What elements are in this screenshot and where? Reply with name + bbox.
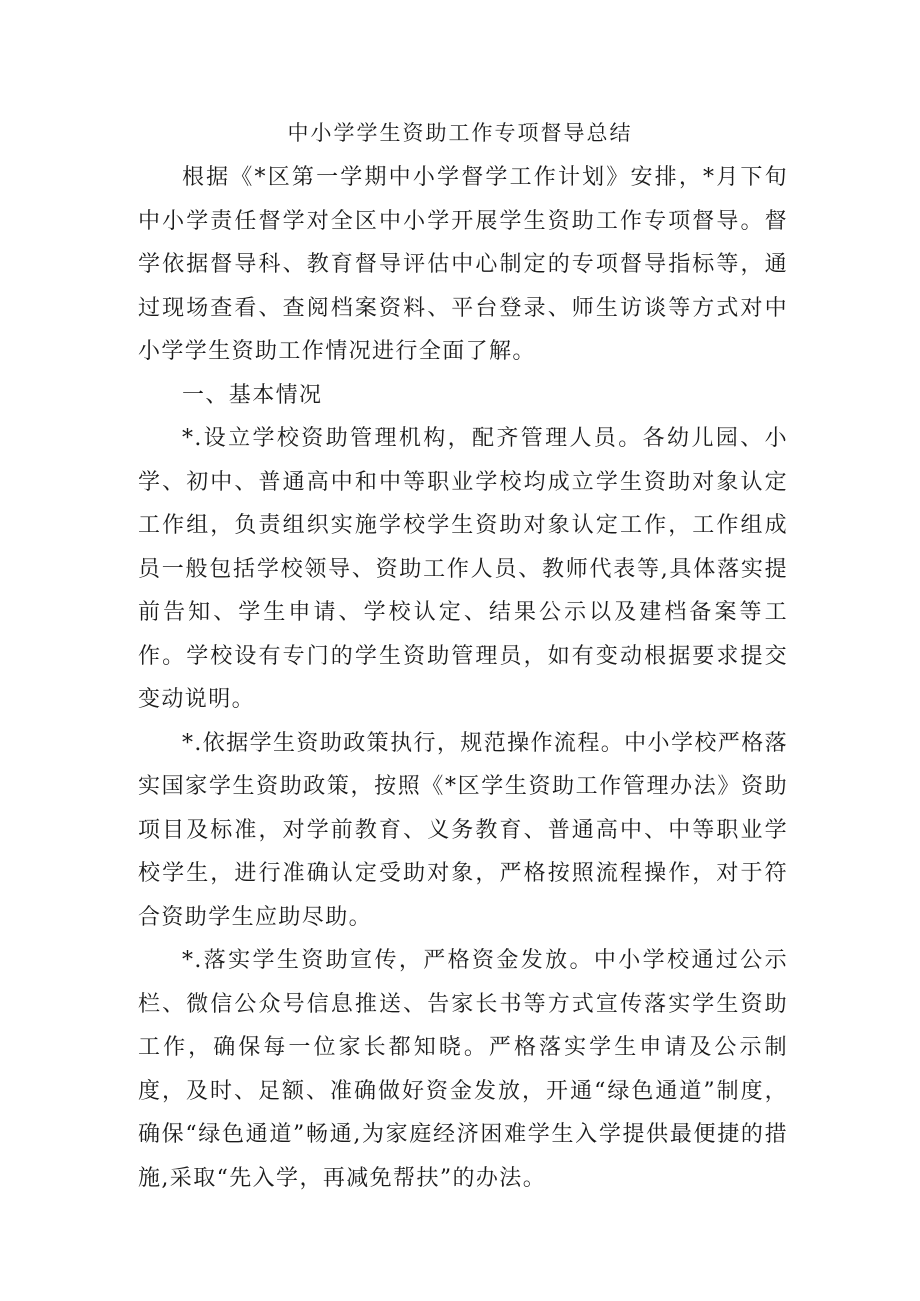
- document-title: 中小学学生资助工作专项督导总结: [287, 121, 633, 145]
- paragraph-item-2: *.依据学生资助政策执行，规范操作流程。中小学校严格落实国家学生资助政策，按照《*区学生资助工作管理办法》资助项目及标准，对学前教育、义务教育、普通高中、中等职业学校学生，进行准确认定受助对象，严格按照流程操作，对于符合资助学生应助尽助。: [138, 730, 788, 930]
- document-body: [138, 156, 788, 1200]
- paragraph-intro: 根据《*区第一学期中小学督学工作计划》安排，*月下旬中小学责任督学对全区中小学开展学生资助工作专项督导。督学依据督导科、教育督导评估中心制定的专项督导指标等，通过现场查看、查阅档案资料、平台登录、师生访谈等方式对中小学学生资助工作情况进行全面了解。: [138, 165, 788, 364]
- paragraph-item-1: *.设立学校资助管理机构，配齐管理人员。各幼儿园、小学、初中、普通高中和中等职业学校均成立学生资助对象认定工作组，负责组织实施学校学生资助对象认定工作，工作组成员一般包括学校领导、资助工作人员、教师代表等,具体落实提前告知、学生申请、学校认定、结果公示以及建档备案等工作。学校设有专门的学生资助管理员，如有变动根据要求提交变动说明。: [138, 426, 788, 712]
- paragraph-item-3: *.落实学生资助宣传，严格资金发放。中小学校通过公示栏、微信公众号信息推送、告家长书等方式宣传落实学生资助工作，确保每一位家长都知晓。严格落实学生申请及公示制度，及时、足额、准确做好资金发放，开通“绿色通道”制度，确保“绿色通道”畅通,为家庭经济困难学生入学提供最便捷的措施,采取“先入学，再减免帮扶”的办法。: [138, 948, 788, 1191]
- section-heading-basic-situation: 一、基本情况: [182, 382, 323, 408]
